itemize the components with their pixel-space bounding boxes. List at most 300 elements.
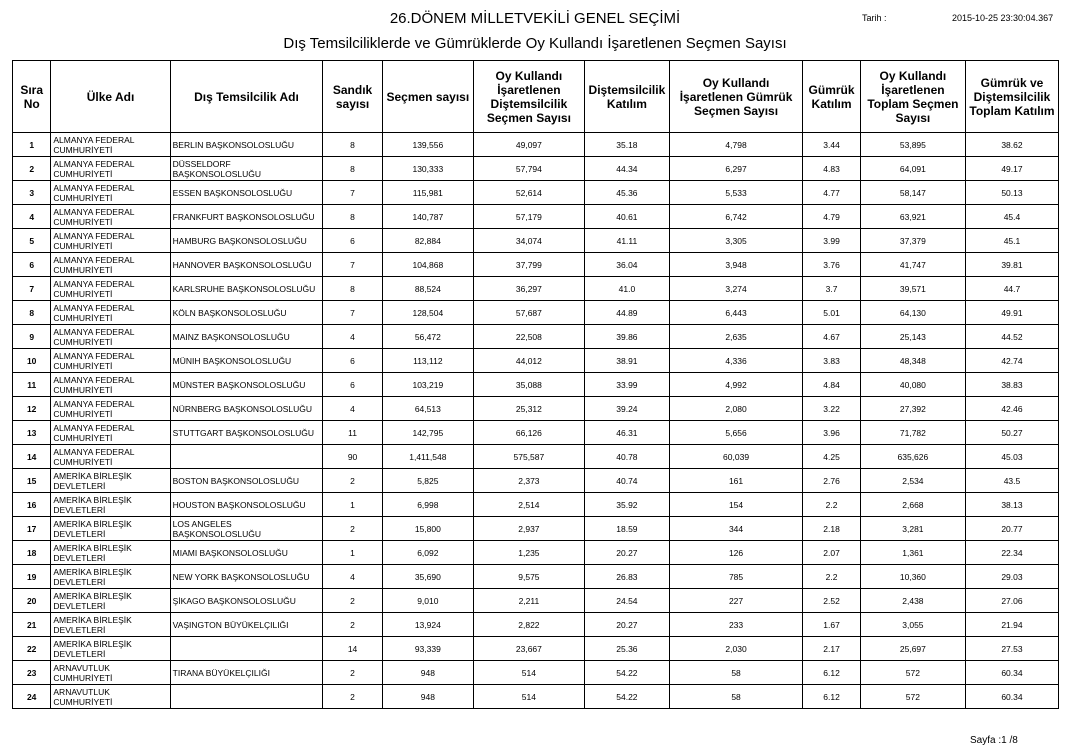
col-secmen-sayisi-cell: 140,787	[382, 205, 473, 229]
col-sira-no-cell: 22	[13, 637, 51, 661]
col-ulke-adi-cell: ALMANYA FEDERAL CUMHURİYETİ	[51, 421, 170, 445]
col-ulke-adi-cell: ALMANYA FEDERAL CUMHURİYETİ	[51, 253, 170, 277]
col-secmen-sayisi-cell: 15,800	[382, 517, 473, 541]
col-sira-no-cell: 15	[13, 469, 51, 493]
table-row	[13, 637, 1059, 661]
col-gumruk-secmen-cell: 2,080	[669, 397, 802, 421]
col-sira-no-cell: 19	[13, 565, 51, 589]
col-toplam-katilim-cell: 29.03	[965, 565, 1058, 589]
col-secmen-sayisi-cell: 6,092	[382, 541, 473, 565]
col-toplam-katilim-cell: 45.4	[965, 205, 1058, 229]
col-secmen-sayisi-cell: 104,868	[382, 253, 473, 277]
col-gumruk-katilim-cell: 1.67	[803, 613, 861, 637]
col-toplam-secmen-cell: 63,921	[860, 205, 965, 229]
col-toplam-katilim-cell: 38.13	[965, 493, 1058, 517]
col-toplam-secmen-cell: 572	[860, 661, 965, 685]
col-toplam-katilim-cell: 27.53	[965, 637, 1058, 661]
col-gumruk-katilim-cell: 2.07	[803, 541, 861, 565]
col-toplam-katilim-cell: 45.03	[965, 445, 1058, 469]
col-gumruk-secmen-cell: 3,274	[669, 277, 802, 301]
col-gumruk-katilim-cell: 4.25	[803, 445, 861, 469]
col-toplam-secmen-cell: 64,130	[860, 301, 965, 325]
col-distemsilcilik-katilim-cell: 39.86	[584, 325, 669, 349]
col-toplam-secmen-cell: 37,379	[860, 229, 965, 253]
col-sandik-sayisi-cell: 7	[323, 181, 383, 205]
col-ulke-adi-cell: ARNAVUTLUK CUMHURİYETİ	[51, 685, 170, 709]
col-toplam-secmen-cell: 40,080	[860, 373, 965, 397]
table-row	[13, 589, 1059, 613]
col-secmen-sayisi-cell: 64,513	[382, 397, 473, 421]
col-distemsilcilik-katilim-cell: 41.11	[584, 229, 669, 253]
col-sira-no-cell: 5	[13, 229, 51, 253]
col-distemsilcilik-katilim-cell: 20.27	[584, 541, 669, 565]
col-gumruk-katilim-cell: 2.76	[803, 469, 861, 493]
col-secmen-sayisi-cell: 1,411,548	[382, 445, 473, 469]
col-sira-no-cell: 7	[13, 277, 51, 301]
col-sandik-sayisi-cell: 2	[323, 661, 383, 685]
col-distemsilcilik-katilim-cell: 25.36	[584, 637, 669, 661]
col-sira-no-cell: 23	[13, 661, 51, 685]
col-distemsilcilik-katilim-header: Diştemsilcilik Katılım	[584, 61, 669, 133]
col-gumruk-katilim-cell: 4.83	[803, 157, 861, 181]
col-secmen-sayisi-cell: 6,998	[382, 493, 473, 517]
col-sira-no-cell: 9	[13, 325, 51, 349]
table-body	[13, 133, 1059, 709]
col-temsilcilik-adi-cell: TIRANA BÜYÜKELÇILIĞI	[170, 661, 323, 685]
col-gumruk-secmen-cell: 3,948	[669, 253, 802, 277]
col-distemsilcilik-secmen-cell: 57,179	[473, 205, 584, 229]
col-gumruk-katilim-cell: 4.77	[803, 181, 861, 205]
col-sandik-sayisi-cell: 8	[323, 277, 383, 301]
col-toplam-katilim-cell: 45.1	[965, 229, 1058, 253]
col-distemsilcilik-katilim-cell: 54.22	[584, 661, 669, 685]
col-temsilcilik-adi-cell: STUTTGART BAŞKONSOLOSLUĞU	[170, 421, 323, 445]
col-gumruk-katilim-cell: 6.12	[803, 685, 861, 709]
col-ulke-adi-cell: ALMANYA FEDERAL CUMHURİYETİ	[51, 229, 170, 253]
col-gumruk-secmen-cell: 58	[669, 685, 802, 709]
col-sandik-sayisi-cell: 4	[323, 565, 383, 589]
table-row	[13, 685, 1059, 709]
col-temsilcilik-adi-cell	[170, 445, 323, 469]
col-distemsilcilik-secmen-cell: 9,575	[473, 565, 584, 589]
col-distemsilcilik-secmen-cell: 57,687	[473, 301, 584, 325]
col-distemsilcilik-secmen-cell: 23,667	[473, 637, 584, 661]
col-toplam-katilim-cell: 38.83	[965, 373, 1058, 397]
col-toplam-secmen-cell: 64,091	[860, 157, 965, 181]
col-distemsilcilik-katilim-cell: 40.74	[584, 469, 669, 493]
col-toplam-katilim-header: Gümrük ve Diştemsilcilik Toplam Katılım	[965, 61, 1058, 133]
col-ulke-adi-cell: ALMANYA FEDERAL CUMHURİYETİ	[51, 157, 170, 181]
col-gumruk-katilim-cell: 2.2	[803, 493, 861, 517]
col-temsilcilik-adi-cell: DÜSSELDORF BAŞKONSOLOSLUĞU	[170, 157, 323, 181]
col-sandik-sayisi-cell: 4	[323, 397, 383, 421]
page-number: Sayfa :1 /8	[970, 735, 1018, 746]
col-toplam-secmen-cell: 25,697	[860, 637, 965, 661]
col-sira-no-cell: 13	[13, 421, 51, 445]
col-gumruk-katilim-cell: 6.12	[803, 661, 861, 685]
col-sira-no-cell: 3	[13, 181, 51, 205]
col-toplam-secmen-cell: 41,747	[860, 253, 965, 277]
col-gumruk-secmen-cell: 126	[669, 541, 802, 565]
col-gumruk-katilim-cell: 4.84	[803, 373, 861, 397]
col-gumruk-katilim-cell: 2.17	[803, 637, 861, 661]
col-gumruk-secmen-cell: 344	[669, 517, 802, 541]
col-gumruk-katilim-cell: 3.96	[803, 421, 861, 445]
col-ulke-adi-cell: AMERİKA BİRLEŞİK DEVLETLERİ	[51, 517, 170, 541]
col-toplam-secmen-cell: 3,055	[860, 613, 965, 637]
col-secmen-sayisi-cell: 130,333	[382, 157, 473, 181]
col-distemsilcilik-secmen-cell: 2,211	[473, 589, 584, 613]
col-toplam-katilim-cell: 50.27	[965, 421, 1058, 445]
col-distemsilcilik-katilim-cell: 33.99	[584, 373, 669, 397]
col-gumruk-secmen-cell: 2,635	[669, 325, 802, 349]
col-gumruk-katilim-cell: 3.44	[803, 133, 861, 157]
col-secmen-sayisi-header: Seçmen sayısı	[382, 61, 473, 133]
table-row	[13, 277, 1059, 301]
col-sandik-sayisi-cell: 8	[323, 157, 383, 181]
col-ulke-adi-cell: ALMANYA FEDERAL CUMHURİYETİ	[51, 349, 170, 373]
col-ulke-adi-cell: ALMANYA FEDERAL CUMHURİYETİ	[51, 181, 170, 205]
col-temsilcilik-adi-cell: ŞİKAGO BAŞKONSOLOSLUĞU	[170, 589, 323, 613]
col-secmen-sayisi-cell: 82,884	[382, 229, 473, 253]
col-temsilcilik-adi-cell: MÜNSTER BAŞKONSOLOSLUĞU	[170, 373, 323, 397]
col-sandik-sayisi-cell: 8	[323, 133, 383, 157]
col-distemsilcilik-secmen-cell: 66,126	[473, 421, 584, 445]
col-sandik-sayisi-cell: 8	[323, 205, 383, 229]
col-toplam-katilim-cell: 60.34	[965, 661, 1058, 685]
col-toplam-secmen-cell: 53,895	[860, 133, 965, 157]
table-header-row	[13, 61, 1059, 133]
col-toplam-katilim-cell: 38.62	[965, 133, 1058, 157]
col-distemsilcilik-katilim-cell: 44.34	[584, 157, 669, 181]
col-distemsilcilik-katilim-cell: 35.18	[584, 133, 669, 157]
col-gumruk-secmen-cell: 6,742	[669, 205, 802, 229]
col-sandik-sayisi-cell: 14	[323, 637, 383, 661]
col-temsilcilik-adi-cell: MIAMI BAŞKONSOLOSLUĞU	[170, 541, 323, 565]
col-temsilcilik-adi-cell: MAINZ BAŞKONSOLOSLUĞU	[170, 325, 323, 349]
col-sira-no-cell: 11	[13, 373, 51, 397]
table-row	[13, 181, 1059, 205]
col-gumruk-katilim-cell: 3.99	[803, 229, 861, 253]
col-secmen-sayisi-cell: 88,524	[382, 277, 473, 301]
col-temsilcilik-adi-cell	[170, 685, 323, 709]
col-secmen-sayisi-cell: 9,010	[382, 589, 473, 613]
col-gumruk-katilim-header: Gümrük Katılım	[803, 61, 861, 133]
table-row	[13, 157, 1059, 181]
col-toplam-katilim-cell: 20.77	[965, 517, 1058, 541]
col-temsilcilik-adi-cell: NÜRNBERG BAŞKONSOLOSLUĞU	[170, 397, 323, 421]
col-temsilcilik-adi-header: Dış Temsilcilik Adı	[170, 61, 323, 133]
col-sira-no-cell: 18	[13, 541, 51, 565]
col-distemsilcilik-secmen-cell: 514	[473, 661, 584, 685]
table-row	[13, 133, 1059, 157]
col-ulke-adi-header: Ülke Adı	[51, 61, 170, 133]
col-secmen-sayisi-cell: 56,472	[382, 325, 473, 349]
col-temsilcilik-adi-cell: BOSTON BAŞKONSOLOSLUĞU	[170, 469, 323, 493]
col-secmen-sayisi-cell: 103,219	[382, 373, 473, 397]
col-distemsilcilik-secmen-cell: 514	[473, 685, 584, 709]
table-row	[13, 565, 1059, 589]
col-distemsilcilik-secmen-cell: 34,074	[473, 229, 584, 253]
col-ulke-adi-cell: ALMANYA FEDERAL CUMHURİYETİ	[51, 277, 170, 301]
col-ulke-adi-cell: AMERİKA BİRLEŞİK DEVLETLERİ	[51, 469, 170, 493]
table-row	[13, 517, 1059, 541]
col-secmen-sayisi-cell: 139,556	[382, 133, 473, 157]
col-distemsilcilik-katilim-cell: 54.22	[584, 685, 669, 709]
col-sandik-sayisi-cell: 2	[323, 613, 383, 637]
col-gumruk-secmen-header: Oy Kullandı İşaretlenen Gümrük Seçmen Sayısı	[669, 61, 802, 133]
col-gumruk-secmen-cell: 785	[669, 565, 802, 589]
col-sandik-sayisi-cell: 1	[323, 541, 383, 565]
col-distemsilcilik-katilim-cell: 24.54	[584, 589, 669, 613]
col-sandik-sayisi-cell: 90	[323, 445, 383, 469]
report-subtitle: Dış Temsilciliklerde ve Gümrüklerde Oy Kullandı İşaretlenen Seçmen Sayısı	[283, 35, 787, 52]
col-secmen-sayisi-cell: 93,339	[382, 637, 473, 661]
col-gumruk-katilim-cell: 3.22	[803, 397, 861, 421]
col-toplam-secmen-cell: 39,571	[860, 277, 965, 301]
col-distemsilcilik-secmen-cell: 2,822	[473, 613, 584, 637]
col-distemsilcilik-katilim-cell: 40.78	[584, 445, 669, 469]
col-secmen-sayisi-cell: 5,825	[382, 469, 473, 493]
col-distemsilcilik-katilim-cell: 41.0	[584, 277, 669, 301]
col-toplam-secmen-cell: 2,668	[860, 493, 965, 517]
col-distemsilcilik-secmen-cell: 52,614	[473, 181, 584, 205]
col-ulke-adi-cell: ALMANYA FEDERAL CUMHURİYETİ	[51, 325, 170, 349]
col-distemsilcilik-katilim-cell: 45.36	[584, 181, 669, 205]
col-sira-no-cell: 1	[13, 133, 51, 157]
col-toplam-katilim-cell: 21.94	[965, 613, 1058, 637]
col-distemsilcilik-katilim-cell: 36.04	[584, 253, 669, 277]
col-toplam-secmen-cell: 25,143	[860, 325, 965, 349]
col-toplam-secmen-cell: 10,360	[860, 565, 965, 589]
col-toplam-secmen-cell: 2,438	[860, 589, 965, 613]
col-distemsilcilik-secmen-cell: 2,373	[473, 469, 584, 493]
date-label: Tarih :	[862, 13, 887, 23]
col-toplam-secmen-cell: 58,147	[860, 181, 965, 205]
col-distemsilcilik-secmen-cell: 57,794	[473, 157, 584, 181]
col-gumruk-secmen-cell: 5,533	[669, 181, 802, 205]
col-sira-no-cell: 12	[13, 397, 51, 421]
col-distemsilcilik-katilim-cell: 39.24	[584, 397, 669, 421]
col-temsilcilik-adi-cell: KARLSRUHE BAŞKONSOLOSLUĞU	[170, 277, 323, 301]
col-distemsilcilik-secmen-cell: 44,012	[473, 349, 584, 373]
col-toplam-secmen-cell: 635,626	[860, 445, 965, 469]
col-distemsilcilik-secmen-cell: 36,297	[473, 277, 584, 301]
col-distemsilcilik-katilim-cell: 18.59	[584, 517, 669, 541]
col-sira-no-cell: 20	[13, 589, 51, 613]
col-gumruk-secmen-cell: 60,039	[669, 445, 802, 469]
col-toplam-secmen-cell: 3,281	[860, 517, 965, 541]
table-row	[13, 253, 1059, 277]
col-sandik-sayisi-cell: 2	[323, 589, 383, 613]
col-gumruk-secmen-cell: 161	[669, 469, 802, 493]
col-gumruk-katilim-cell: 2.52	[803, 589, 861, 613]
col-gumruk-secmen-cell: 4,336	[669, 349, 802, 373]
col-ulke-adi-cell: AMERİKA BİRLEŞİK DEVLETLERİ	[51, 613, 170, 637]
col-toplam-katilim-cell: 49.17	[965, 157, 1058, 181]
table-row	[13, 613, 1059, 637]
col-ulke-adi-cell: ARNAVUTLUK CUMHURİYETİ	[51, 661, 170, 685]
col-temsilcilik-adi-cell: KÖLN BAŞKONSOLOSLUĞU	[170, 301, 323, 325]
col-temsilcilik-adi-cell: BERLIN BAŞKONSOLOSLUĞU	[170, 133, 323, 157]
col-distemsilcilik-secmen-cell: 37,799	[473, 253, 584, 277]
col-secmen-sayisi-cell: 142,795	[382, 421, 473, 445]
col-secmen-sayisi-cell: 115,981	[382, 181, 473, 205]
col-sandik-sayisi-cell: 1	[323, 493, 383, 517]
col-secmen-sayisi-cell: 948	[382, 661, 473, 685]
col-ulke-adi-cell: ALMANYA FEDERAL CUMHURİYETİ	[51, 397, 170, 421]
col-sira-no-cell: 8	[13, 301, 51, 325]
col-distemsilcilik-secmen-cell: 35,088	[473, 373, 584, 397]
col-distemsilcilik-katilim-cell: 40.61	[584, 205, 669, 229]
col-toplam-katilim-cell: 27.06	[965, 589, 1058, 613]
col-toplam-katilim-cell: 50.13	[965, 181, 1058, 205]
col-gumruk-katilim-cell: 5.01	[803, 301, 861, 325]
col-sandik-sayisi-header: Sandık sayısı	[323, 61, 383, 133]
col-sandik-sayisi-cell: 7	[323, 301, 383, 325]
col-toplam-katilim-cell: 44.7	[965, 277, 1058, 301]
col-distemsilcilik-katilim-cell: 35.92	[584, 493, 669, 517]
col-gumruk-katilim-cell: 3.7	[803, 277, 861, 301]
table-row	[13, 349, 1059, 373]
col-distemsilcilik-katilim-cell: 20.27	[584, 613, 669, 637]
col-gumruk-katilim-cell: 2.18	[803, 517, 861, 541]
col-distemsilcilik-katilim-cell: 26.83	[584, 565, 669, 589]
col-ulke-adi-cell: ALMANYA FEDERAL CUMHURİYETİ	[51, 205, 170, 229]
col-secmen-sayisi-cell: 113,112	[382, 349, 473, 373]
col-distemsilcilik-secmen-cell: 49,097	[473, 133, 584, 157]
col-gumruk-secmen-cell: 6,297	[669, 157, 802, 181]
table-row	[13, 661, 1059, 685]
col-gumruk-katilim-cell: 2.2	[803, 565, 861, 589]
col-sandik-sayisi-cell: 2	[323, 469, 383, 493]
table-row	[13, 469, 1059, 493]
col-temsilcilik-adi-cell: FRANKFURT BAŞKONSOLOSLUĞU	[170, 205, 323, 229]
col-toplam-secmen-cell: 71,782	[860, 421, 965, 445]
col-ulke-adi-cell: AMERİKA BİRLEŞİK DEVLETLERİ	[51, 541, 170, 565]
col-sandik-sayisi-cell: 2	[323, 517, 383, 541]
col-sira-no-cell: 14	[13, 445, 51, 469]
col-toplam-secmen-cell: 27,392	[860, 397, 965, 421]
table-row	[13, 397, 1059, 421]
date-value: 2015-10-25 23:30:04.367	[952, 13, 1054, 23]
col-gumruk-katilim-cell: 3.76	[803, 253, 861, 277]
col-sandik-sayisi-cell: 11	[323, 421, 383, 445]
col-ulke-adi-cell: AMERİKA BİRLEŞİK DEVLETLERİ	[51, 637, 170, 661]
col-distemsilcilik-secmen-header: Oy Kullandı İşaretlenen Diştemsilcilik Seçmen Sayısı	[473, 61, 584, 133]
col-temsilcilik-adi-cell: HOUSTON BAŞKONSOLOSLUĞU	[170, 493, 323, 517]
col-toplam-katilim-cell: 22.34	[965, 541, 1058, 565]
col-sira-no-cell: 16	[13, 493, 51, 517]
col-sira-no-cell: 24	[13, 685, 51, 709]
col-toplam-secmen-cell: 48,348	[860, 349, 965, 373]
col-gumruk-secmen-cell: 5,656	[669, 421, 802, 445]
col-sira-no-cell: 17	[13, 517, 51, 541]
col-toplam-secmen-cell: 2,534	[860, 469, 965, 493]
table-row	[13, 493, 1059, 517]
col-gumruk-secmen-cell: 6,443	[669, 301, 802, 325]
table-row	[13, 541, 1059, 565]
col-sira-no-cell: 6	[13, 253, 51, 277]
col-temsilcilik-adi-cell: ESSEN BAŞKONSOLOSLUĞU	[170, 181, 323, 205]
col-temsilcilik-adi-cell	[170, 637, 323, 661]
col-distemsilcilik-katilim-cell: 46.31	[584, 421, 669, 445]
col-gumruk-secmen-cell: 3,305	[669, 229, 802, 253]
table-row	[13, 373, 1059, 397]
col-temsilcilik-adi-cell: LOS ANGELES BAŞKONSOLOSLUĞU	[170, 517, 323, 541]
col-sandik-sayisi-cell: 6	[323, 229, 383, 253]
col-secmen-sayisi-cell: 13,924	[382, 613, 473, 637]
col-gumruk-secmen-cell: 58	[669, 661, 802, 685]
col-ulke-adi-cell: ALMANYA FEDERAL CUMHURİYETİ	[51, 301, 170, 325]
table-row	[13, 325, 1059, 349]
col-toplam-katilim-cell: 42.74	[965, 349, 1058, 373]
col-sandik-sayisi-cell: 7	[323, 253, 383, 277]
col-distemsilcilik-secmen-cell: 1,235	[473, 541, 584, 565]
col-sira-no-cell: 10	[13, 349, 51, 373]
col-toplam-katilim-cell: 39.81	[965, 253, 1058, 277]
col-distemsilcilik-secmen-cell: 25,312	[473, 397, 584, 421]
col-ulke-adi-cell: AMERİKA BİRLEŞİK DEVLETLERİ	[51, 565, 170, 589]
col-ulke-adi-cell: ALMANYA FEDERAL CUMHURİYETİ	[51, 133, 170, 157]
col-secmen-sayisi-cell: 35,690	[382, 565, 473, 589]
col-temsilcilik-adi-cell: HANNOVER BAŞKONSOLOSLUĞU	[170, 253, 323, 277]
col-gumruk-secmen-cell: 233	[669, 613, 802, 637]
col-ulke-adi-cell: ALMANYA FEDERAL CUMHURİYETİ	[51, 373, 170, 397]
table-row	[13, 205, 1059, 229]
col-sandik-sayisi-cell: 6	[323, 373, 383, 397]
col-gumruk-secmen-cell: 4,798	[669, 133, 802, 157]
col-sira-no-cell: 4	[13, 205, 51, 229]
col-toplam-secmen-header: Oy Kullandı İşaretlenen Toplam Seçmen Sayısı	[860, 61, 965, 133]
col-temsilcilik-adi-cell: NEW YORK BAŞKONSOLOSLUĞU	[170, 565, 323, 589]
col-sandik-sayisi-cell: 2	[323, 685, 383, 709]
col-distemsilcilik-katilim-cell: 44.89	[584, 301, 669, 325]
col-sira-no-header: Sıra No	[13, 61, 51, 133]
col-distemsilcilik-secmen-cell: 2,937	[473, 517, 584, 541]
col-gumruk-secmen-cell: 154	[669, 493, 802, 517]
col-ulke-adi-cell: AMERİKA BİRLEŞİK DEVLETLERİ	[51, 493, 170, 517]
col-toplam-katilim-cell: 60.34	[965, 685, 1058, 709]
col-gumruk-katilim-cell: 4.67	[803, 325, 861, 349]
col-secmen-sayisi-cell: 948	[382, 685, 473, 709]
table-row	[13, 229, 1059, 253]
col-toplam-katilim-cell: 43.5	[965, 469, 1058, 493]
results-table	[12, 60, 1059, 709]
col-sandik-sayisi-cell: 4	[323, 325, 383, 349]
col-toplam-katilim-cell: 49.91	[965, 301, 1058, 325]
col-toplam-katilim-cell: 44.52	[965, 325, 1058, 349]
col-temsilcilik-adi-cell: VAŞINGTON BÜYÜKELÇILIĞI	[170, 613, 323, 637]
col-ulke-adi-cell: AMERİKA BİRLEŞİK DEVLETLERİ	[51, 589, 170, 613]
report-title: 26.DÖNEM MİLLETVEKİLİ GENEL SEÇİMİ	[389, 10, 681, 27]
col-toplam-secmen-cell: 1,361	[860, 541, 965, 565]
col-toplam-katilim-cell: 42.46	[965, 397, 1058, 421]
col-distemsilcilik-secmen-cell: 22,508	[473, 325, 584, 349]
col-gumruk-katilim-cell: 4.79	[803, 205, 861, 229]
col-gumruk-secmen-cell: 4,992	[669, 373, 802, 397]
col-temsilcilik-adi-cell: HAMBURG BAŞKONSOLOSLUĞU	[170, 229, 323, 253]
table-row	[13, 445, 1059, 469]
table-row	[13, 421, 1059, 445]
col-sira-no-cell: 21	[13, 613, 51, 637]
col-toplam-secmen-cell: 572	[860, 685, 965, 709]
table-row	[13, 301, 1059, 325]
col-distemsilcilik-katilim-cell: 38.91	[584, 349, 669, 373]
col-distemsilcilik-secmen-cell: 2,514	[473, 493, 584, 517]
col-gumruk-secmen-cell: 227	[669, 589, 802, 613]
col-temsilcilik-adi-cell: MÜNIH BAŞKONSOLOSLUĞU	[170, 349, 323, 373]
